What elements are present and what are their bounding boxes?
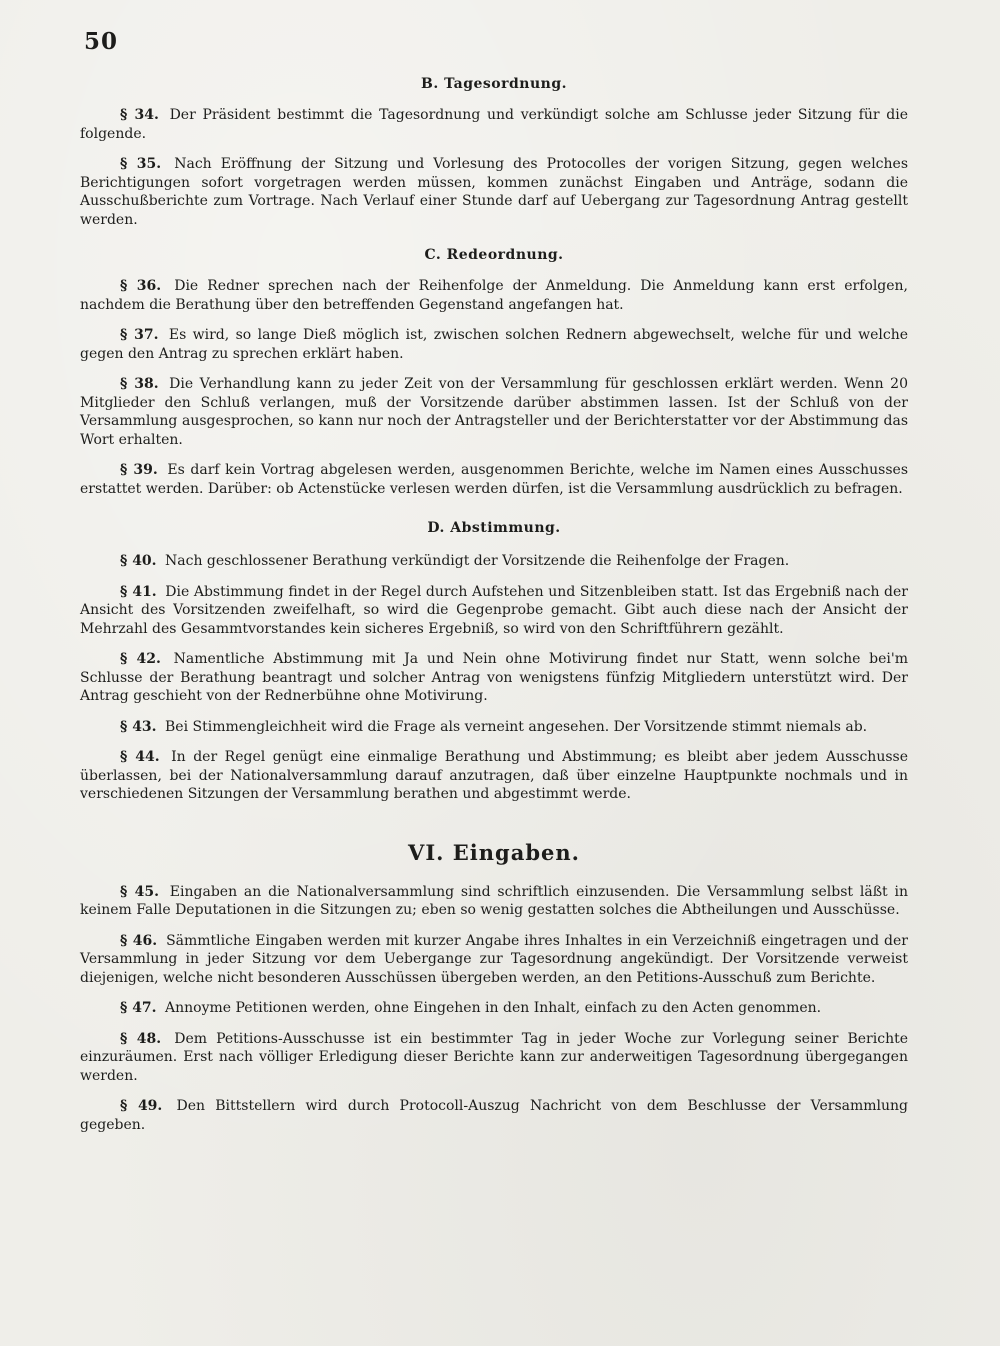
paragraph-text: Bei Stimmengleichheit wird die Frage als verneint angesehen. Der Vorsitzende stimmt niemals ab. [165, 718, 868, 735]
paragraph-35 [80, 155, 908, 229]
paragraph-number: § 37. [120, 327, 159, 343]
paragraph-37 [80, 326, 908, 363]
paragraph-text: Nach geschlossener Berathung verkündigt der Vorsitzende die Reihenfolge der Fragen. [165, 553, 790, 569]
paragraph-text: Sämmtliche Eingaben werden mit kurzer Angabe ihres Inhaltes in ein Verzeichniß eingetragen und der Versammlung in jeder Sitzung vor dem Uebergange zur Tagesordnung angekündigt. Der Vorsitzende verweist diejenigen, welche nicht besonderen Ausschüssen übergeben werden, an den Petitions-Ausschuß zum Berichte. [80, 932, 908, 986]
paragraph-text: Eingaben an die Nationalversammlung sind schriftlich einzusenden. Die Versammlung selbst läßt in keinem Falle Deputationen in die Sitzungen zu; eben so wenig gestatten solches die Abtheilungen und Ausschüsse. [80, 883, 908, 918]
paragraph-44 [80, 748, 908, 804]
paragraph-number: § 48. [120, 1030, 162, 1047]
paragraph-39 [80, 461, 908, 498]
section-heading-tagesordnung: B. Tagesordnung. [420, 76, 567, 92]
paragraph-34 [80, 106, 908, 143]
section-title-eingaben: VI. Eingaben. [408, 839, 580, 865]
paragraph-number: § 47. [120, 1000, 157, 1016]
paragraph-number: § 41. [120, 583, 157, 600]
paragraph-text: Dem Petitions-Ausschusse ist ein bestimmter Tag in jeder Woche zur Vorlegung seiner Berichte einzuräumen. Erst nach völliger Erledigung dieser Berichte kann zur anderweitigen Tagesordnung übergegangen werden. [80, 1030, 908, 1084]
paragraph-number: § 49. [120, 1098, 163, 1114]
paragraph-number: § 40. [120, 553, 157, 569]
paragraph-45 [80, 883, 908, 920]
paragraph-40 [80, 552, 908, 571]
paragraph-number: § 43. [120, 718, 157, 735]
paragraph-number: § 46. [120, 932, 158, 949]
paragraph-number: § 42. [120, 651, 161, 667]
paragraph-number: § 39. [120, 462, 158, 478]
paragraph-43 [80, 718, 908, 737]
paragraph-text: Es wird, so lange Dieß möglich ist, zwischen solchen Rednern abgewechselt, welche für und welche gegen den Antrag zu sprechen erklärt haben. [80, 327, 908, 362]
paragraph-text: Den Bittstellern wird durch Protocoll-Auszug Nachricht von dem Beschlusse der Versammlung gegeben. [80, 1098, 908, 1133]
paragraph-41 [80, 583, 908, 639]
paragraph-46 [80, 932, 908, 988]
paragraph-text: Namentliche Abstimmung mit Ja und Nein ohne Motivirung findet nur Statt, wenn solche bei'm Schlusse der Berathung beantragt und solcher Antrag von wenigstens fünfzig Mitgliedern unterstützt wird. Der Antrag geschieht von der Rednerbühne ohne Motivirung. [80, 651, 908, 704]
paragraph-38 [80, 375, 908, 449]
paragraph-number: § 34. [120, 107, 159, 123]
paragraph-text: In der Regel genügt eine einmalige Berathung und Abstimmung; es bleibt aber jedem Ausschusse überlassen, bei der Nationalversammlung darauf anzutragen, daß über einzelne Hauptpunkte nochmals und in verschiedenen Sitzungen der Versammlung berathen und abgestimmt werde. [80, 749, 908, 802]
paragraph-number: § 44. [120, 749, 160, 765]
paragraph-number: § 35. [120, 156, 162, 172]
paragraph-48 [80, 1030, 908, 1086]
paragraph-text: Nach Eröffnung der Sitzung und Vorlesung des Protocolles der vorigen Sitzung, gegen welches Berichtigungen sofort vorgetragen werden müssen, kommen zunächst Eingaben und Anträge, sodann die Ausschußberichte zum Vortrage. Nach Verlauf einer Stunde darf auf Uebergang zur Tagesordnung Antrag gestellt werden. [80, 156, 909, 228]
paragraph-42 [80, 650, 908, 706]
paragraph-49 [80, 1097, 908, 1134]
paragraph-text: Es darf kein Vortrag abgelesen werden, ausgenommen Berichte, welche im Namen eines Ausschusses erstattet werden. Darüber: ob Actenstücke verlesen werden dürfen, ist die Versammlung ausdrücklich zu befragen. [80, 462, 909, 497]
paragraph-text: Annoyme Petitionen werden, ohne Eingehen in den Inhalt, einfach zu den Acten genommen. [165, 1000, 822, 1016]
page-number: 50 [84, 28, 119, 55]
paragraph-text: Die Abstimmung findet in der Regel durch Aufstehen und Sitzenbleiben statt. Ist das Ergebniß nach der Ansicht des Vorsitzenden zweifelhaft, so wird die Gegenprobe gemacht. Gibt auch diese nach der Ansicht der Mehrzahl des Gesammtvorstandes kein sicheres Ergebniß, so wird von den Schriftführern gezählt. [80, 583, 909, 637]
paragraph-number: § 36. [120, 278, 162, 294]
paragraph-text: Die Verhandlung kann zu jeder Zeit von der Versammlung für geschlossen erklärt werden. Wenn 20 Mitglieder den Schluß verlangen, muß der Vorsitzende darüber abstimmen lassen. Ist der Schluß von der Versammlung ausgesprochen, so kann nur noch der Antragsteller und der Berichterstatter vor der Abstimmung das Wort erhalten. [80, 376, 908, 448]
paragraph-47 [80, 999, 908, 1018]
paragraph-text: Der Präsident bestimmt die Tagesordnung und verkündigt solche am Schlusse jeder Sitzung für die folgende. [80, 107, 908, 142]
paragraph-36 [80, 277, 908, 314]
paragraph-number: § 38. [120, 376, 159, 392]
section-heading-abstimmung: D. Abstimmung. [427, 520, 561, 536]
page-content [80, 76, 908, 1146]
section-heading-redeordnung: C. Redeordnung. [424, 247, 564, 263]
paragraph-number: § 45. [120, 883, 159, 900]
paragraph-text: Die Redner sprechen nach der Reihenfolge der Anmeldung. Die Anmeldung kann erst erfolgen, nachdem die Berathung über den betreffenden Gegenstand angefangen hat. [80, 278, 909, 313]
